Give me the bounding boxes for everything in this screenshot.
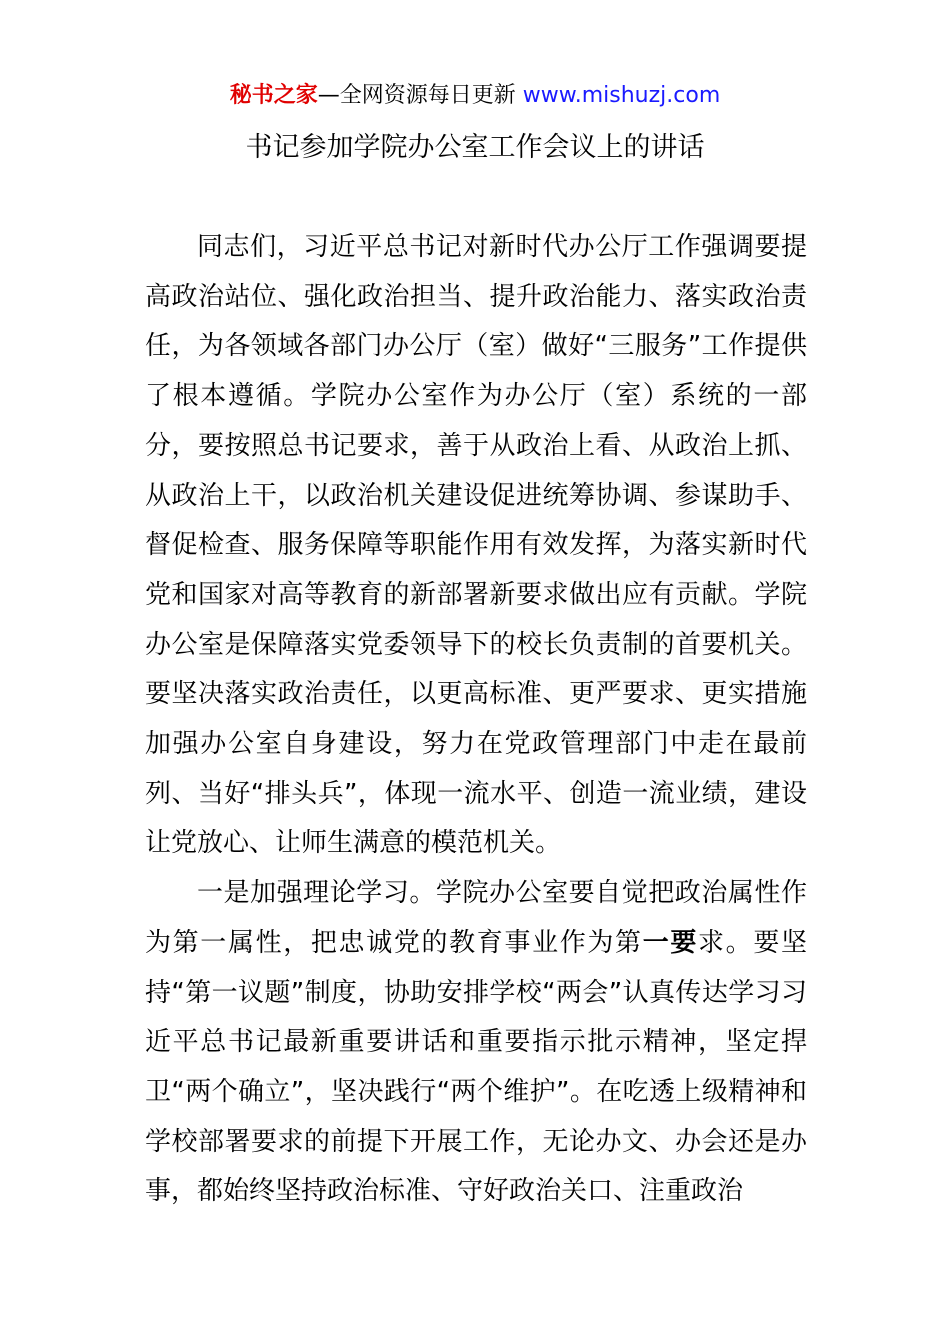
paragraph-text: 求。要坚持“第一议题”制度，协助安排学校“两会”认真传达学习习近平总书记最新重要讲话和重要指示批示精神，坚定捍卫“两个确立”，坚决践行“两个维护”。在吃透上级精神和学校部署要求的前提下开展工作，无论办文、办会还是办事，都始终坚持政治标准、守好政治关口、注重政治: [145, 927, 807, 1207]
paragraph: [145, 869, 807, 1217]
header-tagline: —全网资源每日更新: [317, 83, 523, 108]
document-body: [145, 223, 807, 1217]
site-header: [0, 80, 950, 112]
site-url[interactable]: www.mishuzj.com: [522, 83, 721, 108]
document-title: 书记参加学院办公室工作会议上的讲话: [245, 132, 705, 163]
paragraph-text: 一是加强理论学习。学院办公室要自觉把政治属性作为第一属性，把忠诚党的教育事业作为第: [145, 878, 807, 958]
brand-name: 秘书之家: [229, 83, 318, 108]
bold-text: 一要: [642, 927, 699, 958]
paragraph: 同志们，习近平总书记对新时代办公厅工作强调要提高政治站位、强化政治担当、提升政治能力、落实政治责任，为各领域各部门办公厅（室）做好“三服务”工作提供了根本遵循。学院办公室作为办公厅（室）系统的一部分，要按照总书记要求，善于从政治上看、从政治上抓、从政治上干，以政治机关建设促进统筹协调、参谋助手、督促检查、服务保障等职能作用有效发挥，为落实新时代党和国家对高等教育的新部署新要求做出应有贡献。学院办公室是保障落实党委领导下的校长负责制的首要机关。要坚决落实政治责任，以更高标准、更严要求、更实措施加强办公室自身建设，努力在党政管理部门中走在最前列、当好“排头兵”，体现一流水平、创造一流业绩，建设让党放心、让师生满意的模范机关。: [145, 232, 807, 859]
